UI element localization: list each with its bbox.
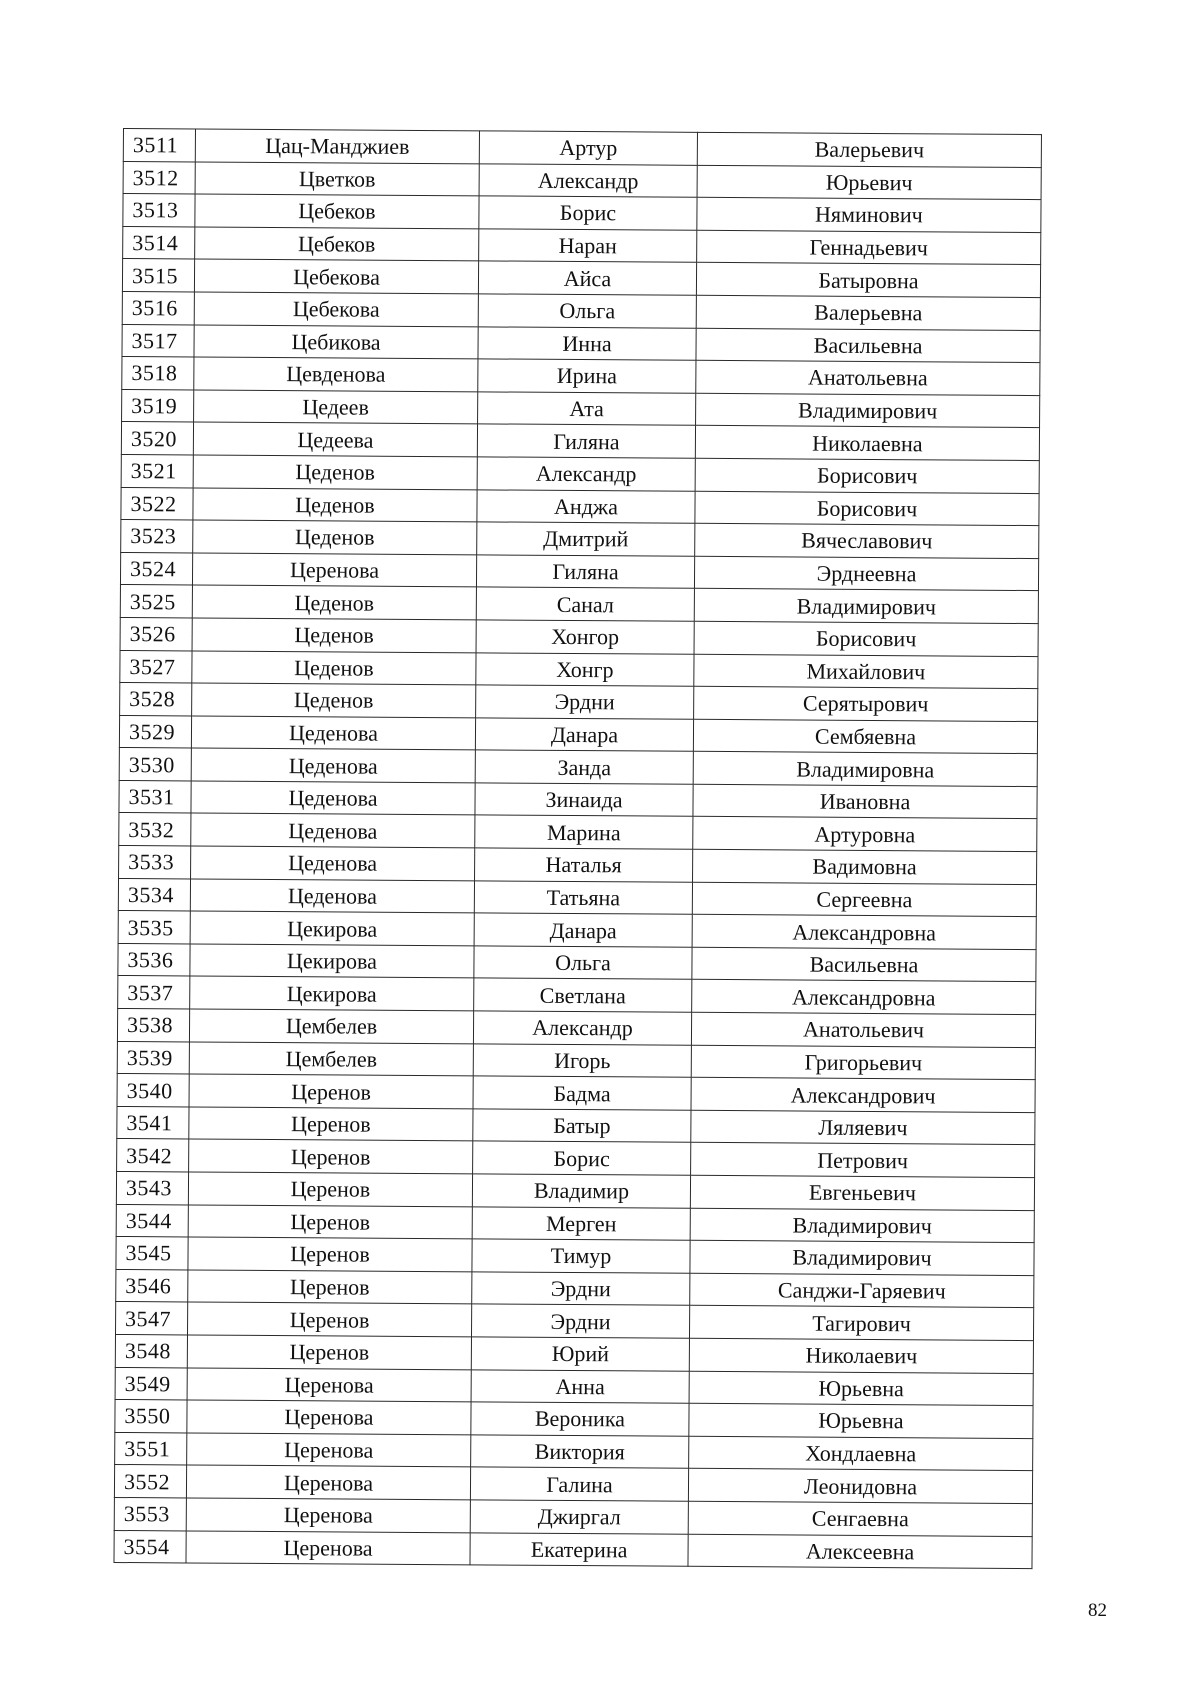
first-name-cell: Ольга: [478, 294, 696, 328]
patronymic-cell: Михайлович: [694, 654, 1038, 689]
row-number-cell: 3531: [119, 780, 191, 813]
row-number-cell: 3523: [121, 520, 193, 553]
last-name-cell: Цебекова: [194, 259, 478, 293]
row-number-cell: 3522: [121, 487, 193, 520]
patronymic-cell: Васильевна: [692, 947, 1036, 982]
first-name-cell: Гиляна: [476, 555, 694, 589]
first-name-cell: Наран: [479, 229, 697, 263]
patronymic-cell: Геннадьевич: [697, 230, 1041, 265]
first-name-cell: Айса: [478, 261, 696, 295]
first-name-cell: Анна: [471, 1369, 689, 1403]
last-name-cell: Церенова: [186, 1530, 470, 1564]
last-name-cell: Церенов: [188, 1205, 472, 1239]
first-name-cell: Хонгр: [476, 652, 694, 686]
row-number-cell: 3534: [118, 878, 190, 911]
row-number-cell: 3518: [122, 357, 194, 390]
last-name-cell: Цветков: [195, 162, 479, 196]
patronymic-cell: Борисович: [695, 458, 1039, 493]
patronymic-cell: Владимирович: [690, 1208, 1034, 1243]
last-name-cell: Цедеева: [193, 422, 477, 456]
last-name-cell: Церенова: [187, 1400, 471, 1434]
patronymic-cell: Алексеевна: [688, 1534, 1032, 1569]
last-name-cell: Цеденова: [190, 879, 474, 913]
row-number-cell: 3513: [123, 194, 195, 227]
row-number-cell: 3545: [116, 1237, 188, 1270]
patronymic-cell: Сембяевна: [693, 719, 1037, 754]
row-number-cell: 3512: [123, 161, 195, 194]
row-number-cell: 3520: [121, 422, 193, 455]
last-name-cell: Церенов: [188, 1237, 472, 1271]
row-number-cell: 3514: [123, 226, 195, 259]
first-name-cell: Ата: [478, 392, 696, 426]
row-number-cell: 3532: [119, 813, 191, 846]
first-name-cell: Александр: [477, 457, 695, 491]
patronymic-cell: Григорьевич: [691, 1045, 1035, 1080]
last-name-cell: Цеденов: [193, 488, 477, 522]
patronymic-cell: Юрьевна: [689, 1371, 1033, 1406]
last-name-cell: Цембелев: [189, 1042, 473, 1076]
row-number-cell: 3549: [115, 1367, 187, 1400]
row-number-cell: 3542: [117, 1139, 189, 1172]
patronymic-cell: Владимирович: [696, 393, 1040, 428]
last-name-cell: Цебеков: [195, 227, 479, 261]
patronymic-cell: Ивановна: [693, 784, 1037, 819]
first-name-cell: Александр: [479, 163, 697, 197]
row-number-cell: 3535: [118, 911, 190, 944]
row-number-cell: 3519: [122, 389, 194, 422]
patronymic-cell: Серятырович: [694, 686, 1038, 721]
last-name-cell: Церенов: [187, 1335, 471, 1369]
first-name-cell: Бадма: [473, 1076, 691, 1110]
first-name-cell: Наталья: [475, 848, 693, 882]
row-number-cell: 3552: [114, 1465, 186, 1498]
last-name-cell: Церенова: [187, 1368, 471, 1402]
first-name-cell: Александр: [473, 1011, 691, 1045]
last-name-cell: Цевденова: [194, 357, 478, 391]
name-list-body: [114, 129, 1041, 1569]
last-name-cell: Церенов: [189, 1107, 473, 1141]
patronymic-cell: Васильевна: [696, 328, 1040, 363]
last-name-cell: Церенов: [188, 1172, 472, 1206]
patronymic-cell: Владимировна: [693, 752, 1037, 787]
last-name-cell: Цебикова: [194, 325, 478, 359]
last-name-cell: Цекирова: [190, 944, 474, 978]
patronymic-cell: Петрович: [691, 1143, 1035, 1178]
patronymic-cell: Николаевна: [695, 426, 1039, 461]
row-number-cell: 3533: [119, 846, 191, 879]
patronymic-cell: Евгеньевич: [690, 1175, 1034, 1210]
patronymic-cell: Тагирович: [689, 1306, 1033, 1341]
last-name-cell: Цеденов: [193, 455, 477, 489]
first-name-cell: Данара: [475, 718, 693, 752]
first-name-cell: Занда: [475, 750, 693, 784]
first-name-cell: Ирина: [478, 359, 696, 393]
row-number-cell: 3524: [120, 552, 192, 585]
name-list-table: [113, 128, 1041, 1569]
last-name-cell: Цеденов: [192, 650, 476, 684]
row-number-cell: 3543: [116, 1171, 188, 1204]
last-name-cell: Цеденова: [191, 813, 475, 847]
patronymic-cell: Александровна: [692, 980, 1036, 1015]
first-name-cell: Владимир: [472, 1174, 690, 1208]
row-number-cell: 3553: [114, 1497, 186, 1530]
row-number-cell: 3521: [121, 454, 193, 487]
patronymic-cell: Владимирович: [690, 1240, 1034, 1275]
table-row: [114, 1530, 1032, 1569]
first-name-cell: Зинаида: [475, 783, 693, 817]
first-name-cell: Эрдни: [471, 1304, 689, 1338]
first-name-cell: Джиргал: [470, 1500, 688, 1534]
last-name-cell: Цекирова: [190, 976, 474, 1010]
first-name-cell: Екатерина: [470, 1532, 688, 1566]
patronymic-cell: Александровна: [692, 915, 1036, 950]
first-name-cell: Тимур: [472, 1239, 690, 1273]
last-name-cell: Цеденова: [191, 846, 475, 880]
row-number-cell: 3515: [122, 259, 194, 292]
row-number-cell: 3541: [117, 1106, 189, 1139]
first-name-cell: Артур: [479, 131, 697, 165]
row-number-cell: 3551: [115, 1432, 187, 1465]
patronymic-cell: Вячеславович: [695, 523, 1039, 558]
patronymic-cell: Борисович: [694, 621, 1038, 656]
patronymic-cell: Валерьевна: [696, 295, 1040, 330]
row-number-cell: 3516: [122, 291, 194, 324]
last-name-cell: Цеденова: [191, 716, 475, 750]
first-name-cell: Санал: [476, 587, 694, 621]
patronymic-cell: Батыровна: [696, 263, 1040, 298]
row-number-cell: 3538: [117, 1009, 189, 1042]
patronymic-cell: Вадимовна: [693, 849, 1037, 884]
first-name-cell: Борис: [479, 196, 697, 230]
row-number-cell: 3530: [119, 748, 191, 781]
row-number-cell: 3536: [118, 943, 190, 976]
patronymic-cell: Няминович: [697, 197, 1041, 232]
patronymic-cell: Юрьевич: [697, 165, 1041, 200]
row-number-cell: 3517: [122, 324, 194, 357]
first-name-cell: Данара: [474, 913, 692, 947]
first-name-cell: Хонгор: [476, 620, 694, 654]
last-name-cell: Церенова: [187, 1433, 471, 1467]
row-number-cell: 3547: [115, 1302, 187, 1335]
last-name-cell: Церенова: [186, 1465, 470, 1499]
first-name-cell: Виктория: [471, 1435, 689, 1469]
first-name-cell: Эрдни: [472, 1272, 690, 1306]
row-number-cell: 3529: [119, 715, 191, 748]
patronymic-cell: Анатольевна: [696, 360, 1040, 395]
last-name-cell: Цеденов: [193, 520, 477, 554]
patronymic-cell: Борисович: [695, 491, 1039, 526]
last-name-cell: Церенова: [186, 1498, 470, 1532]
patronymic-cell: Александрович: [691, 1078, 1035, 1113]
first-name-cell: Светлана: [474, 978, 692, 1012]
first-name-cell: Эрдни: [476, 685, 694, 719]
patronymic-cell: Сенгаевна: [688, 1501, 1032, 1536]
patronymic-cell: Анатольевич: [691, 1012, 1035, 1047]
first-name-cell: Юрий: [471, 1337, 689, 1371]
first-name-cell: Батыр: [473, 1109, 691, 1143]
patronymic-cell: Сергеевна: [692, 882, 1036, 917]
patronymic-cell: Владимирович: [694, 589, 1038, 624]
last-name-cell: Церенов: [189, 1139, 473, 1173]
last-name-cell: Цеденов: [192, 585, 476, 619]
patronymic-cell: Валерьевич: [697, 132, 1041, 167]
row-number-cell: 3544: [116, 1204, 188, 1237]
last-name-cell: Цебекова: [194, 292, 478, 326]
row-number-cell: 3554: [114, 1530, 186, 1563]
last-name-cell: Цеденов: [192, 618, 476, 652]
patronymic-cell: Юрьевна: [689, 1403, 1033, 1438]
last-name-cell: Цебеков: [195, 194, 479, 228]
row-number-cell: 3546: [116, 1269, 188, 1302]
last-name-cell: Цац-Манджиев: [195, 129, 479, 163]
patronymic-cell: Санджи-Гаряевич: [690, 1273, 1034, 1308]
last-name-cell: Цеденова: [191, 748, 475, 782]
first-name-cell: Ольга: [474, 946, 692, 980]
row-number-cell: 3525: [120, 585, 192, 618]
first-name-cell: Борис: [473, 1141, 691, 1175]
last-name-cell: Цекирова: [190, 911, 474, 945]
first-name-cell: Анджа: [477, 489, 695, 523]
patronymic-cell: Артуровна: [693, 817, 1037, 852]
row-number-cell: 3550: [115, 1400, 187, 1433]
first-name-cell: Дмитрий: [477, 522, 695, 556]
first-name-cell: Гиляна: [477, 424, 695, 458]
first-name-cell: Вероника: [471, 1402, 689, 1436]
last-name-cell: Цедеев: [194, 390, 478, 424]
row-number-cell: 3539: [117, 1041, 189, 1074]
row-number-cell: 3527: [120, 650, 192, 683]
last-name-cell: Цембелев: [189, 1009, 473, 1043]
first-name-cell: Татьяна: [474, 881, 692, 915]
first-name-cell: Мерген: [472, 1206, 690, 1240]
last-name-cell: Церенов: [187, 1302, 471, 1336]
patronymic-cell: Леонидовна: [688, 1469, 1032, 1504]
patronymic-cell: Николаевич: [689, 1338, 1033, 1373]
row-number-cell: 3548: [115, 1334, 187, 1367]
patronymic-cell: Хондлаевна: [689, 1436, 1033, 1471]
row-number-cell: 3540: [117, 1074, 189, 1107]
patronymic-cell: Ляляевич: [691, 1110, 1035, 1145]
page-number: 82: [1088, 1600, 1107, 1621]
row-number-cell: 3537: [118, 976, 190, 1009]
row-number-cell: 3511: [123, 129, 195, 162]
last-name-cell: Церенова: [192, 553, 476, 587]
last-name-cell: Церенов: [188, 1270, 472, 1304]
row-number-cell: 3526: [120, 617, 192, 650]
last-name-cell: Церенов: [189, 1074, 473, 1108]
first-name-cell: Игорь: [473, 1043, 691, 1077]
patronymic-cell: Эрднеевна: [694, 556, 1038, 591]
last-name-cell: Цеденов: [192, 683, 476, 717]
last-name-cell: Цеденова: [191, 781, 475, 815]
first-name-cell: Галина: [470, 1467, 688, 1501]
row-number-cell: 3528: [120, 683, 192, 716]
first-name-cell: Инна: [478, 326, 696, 360]
first-name-cell: Марина: [475, 815, 693, 849]
